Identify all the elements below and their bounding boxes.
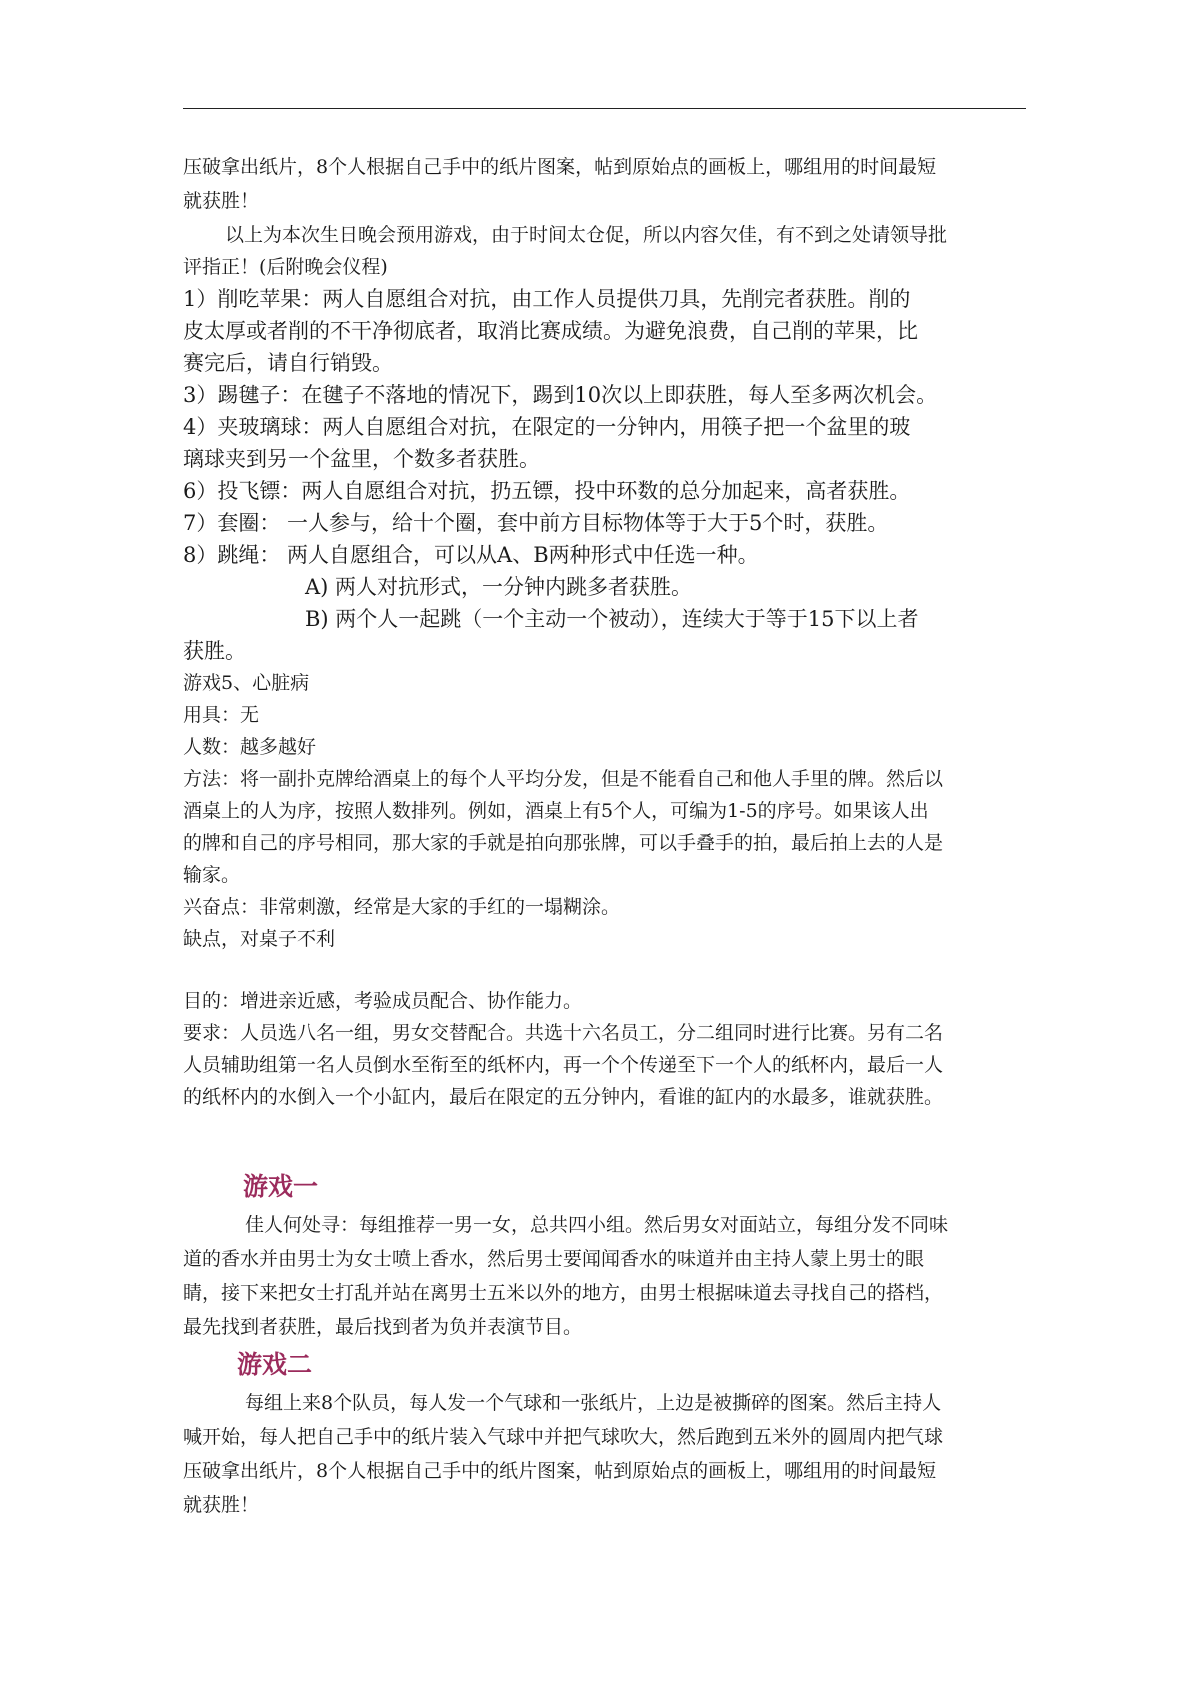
header-rule (183, 108, 1026, 109)
paragraph-line: 就获胜！ (183, 190, 260, 212)
game1-line: 最先找到者获胜，最后找到者为负并表演节目。 (183, 1316, 583, 1338)
game5-title: 游戏5、心脏病 (183, 672, 310, 694)
game5-line: 用具：无 (183, 704, 260, 726)
game2-line: 每组上来8个队员，每人发一个气球和一张纸片，上边是被撕碎的图案。然后主持人 (245, 1392, 942, 1414)
list-item-apple: 赛完后，请自行销毁。 (183, 351, 393, 375)
paragraph-line: 压破拿出纸片，8个人根据自己手中的纸片图案，帖到原始点的画板上，哪组用的时间最短 (183, 156, 937, 178)
game5-line: 酒桌上的人为序，按照人数排列。例如，酒桌上有5个人，可编为1-5的序号。如果该人出 (183, 800, 929, 822)
closing-note-line: 以上为本次生日晚会预用游戏，由于时间太仓促，所以内容欠佳，有不到之处请领导批 (225, 224, 948, 246)
list-item-marbles: 4）夹玻璃球：两人自愿组合对抗，在限定的一分钟内，用筷子把一个盆里的玻 (183, 415, 911, 439)
sub-item-b: B) 两个人一起跳（一个主动一个被动），连续大于等于15下以上者 (305, 607, 919, 631)
water-game-line: 要求：人员选八名一组，男女交替配合。共选十六名员工，分二组同时进行比赛。另有二名 (183, 1022, 944, 1044)
list-item-jump-rope: 8）跳绳： 两人自愿组合，可以从A、B两种形式中任选一种。 (183, 543, 759, 567)
game5-line: 方法：将一副扑克牌给酒桌上的每个人平均分发，但是不能看自己和他人手里的牌。然后以 (183, 768, 944, 790)
game1-heading: 游戏一 (243, 1172, 319, 1201)
game5-line: 缺点，对桌子不利 (183, 928, 336, 950)
game2-line: 就获胜！ (183, 1494, 260, 1516)
game5-line: 兴奋点：非常刺激，经常是大家的手红的一塌糊涂。 (183, 896, 621, 918)
closing-note-line: 评指正！(后附晚会仪程) (183, 256, 388, 278)
list-item-apple: 皮太厚或者削的不干净彻底者，取消比赛成绩。为避免浪费，自己削的苹果，比 (183, 319, 918, 343)
water-game-line: 目的：增进亲近感，考验成员配合、协作能力。 (183, 990, 583, 1012)
game5-line: 输家。 (183, 864, 241, 886)
game5-line: 的牌和自己的序号相同，那大家的手就是拍向那张牌，可以手叠手的拍，最后拍上去的人是 (183, 832, 944, 854)
game2-line: 喊开始，每人把自己手中的纸片装入气球中并把气球吹大，然后跑到五米外的圆周内把气球 (183, 1426, 944, 1448)
sub-item-b: 获胜。 (183, 639, 246, 663)
list-item-shuttlecock: 3）踢毽子：在毽子不落地的情况下，踢到10次以上即获胜，每人至多两次机会。 (183, 383, 938, 407)
game5-line: 人数：越多越好 (183, 736, 317, 758)
list-item-ring-toss: 7）套圈： 一人参与，给十个圈，套中前方目标物体等于大于5个时，获胜。 (183, 511, 889, 535)
list-item-marbles: 璃球夹到另一个盆里，个数多者获胜。 (183, 447, 540, 471)
game1-line: 佳人何处寻：每组推荐一男一女，总共四小组。然后男女对面站立，每组分发不同味 (245, 1214, 949, 1236)
sub-item-a: A) 两人对抗形式，一分钟内跳多者获胜。 (305, 575, 693, 599)
game2-line: 压破拿出纸片，8个人根据自己手中的纸片图案，帖到原始点的画板上，哪组用的时间最短 (183, 1460, 937, 1482)
game1-line: 睛，接下来把女士打乱并站在离男士五米以外的地方，由男士根据味道去寻找自己的搭档， (183, 1282, 944, 1304)
water-game-line: 的纸杯内的水倒入一个小缸内，最后在限定的五分钟内，看谁的缸内的水最多，谁就获胜。 (183, 1086, 944, 1108)
water-game-line: 人员辅助组第一名人员倒水至衔至的纸杯内，再一个个传递至下一个人的纸杯内，最后一人 (183, 1054, 944, 1076)
game2-heading: 游戏二 (237, 1350, 313, 1379)
list-item-apple: 1）削吃苹果：两人自愿组合对抗，由工作人员提供刀具，先削完者获胜。削的 (183, 287, 911, 311)
game1-line: 道的香水并由男士为女士喷上香水，然后男士要闻闻香水的味道并由主持人蒙上男士的眼 (183, 1248, 925, 1270)
list-item-darts: 6）投飞镖：两人自愿组合对抗，扔五镖，投中环数的总分加起来，高者获胜。 (183, 479, 911, 503)
